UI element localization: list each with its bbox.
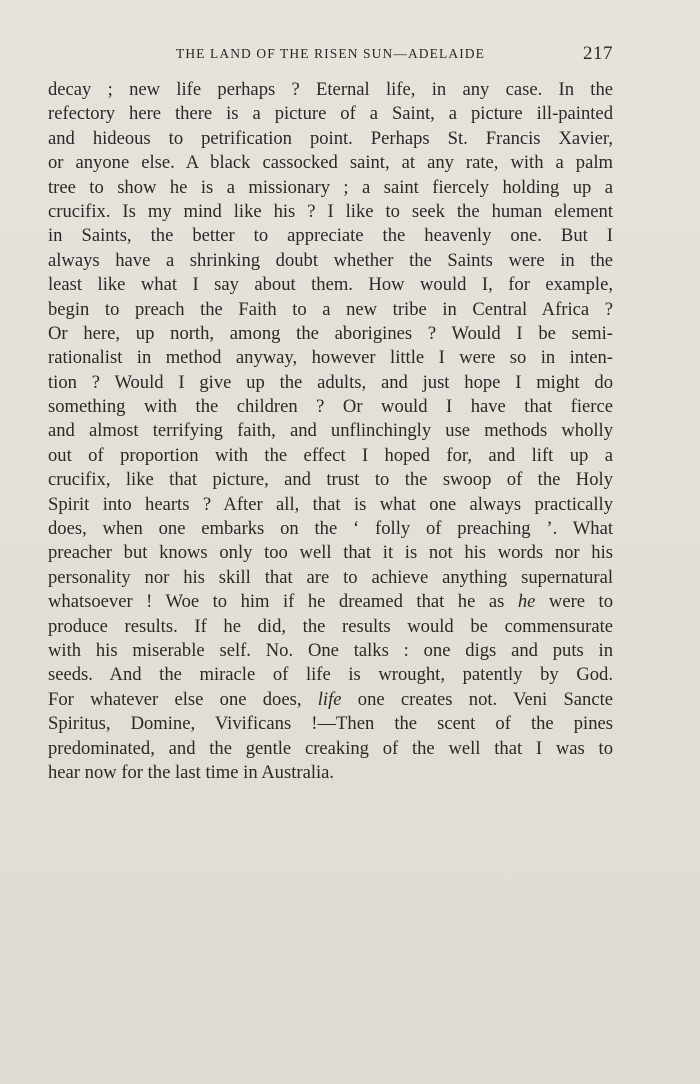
- text-line: refectory here there is a picture of a Saint, a picture ill-painted: [48, 103, 613, 125]
- text-line: always have a shrinking doubt whether the Saints were in the: [48, 249, 613, 271]
- text-line: Or here, up north, among the aborigines ? Would I be semi-: [48, 322, 613, 344]
- running-head: [48, 43, 613, 68]
- page-number: 217: [583, 43, 613, 64]
- line-text: whatsoever ! Woe to him if he dreamed that he as: [48, 591, 505, 613]
- text-line: does, when one embarks on the ‘ folly of preaching ’. What: [48, 518, 613, 540]
- running-title: THE LAND OF THE RISEN SUN—ADELAIDE: [175, 46, 485, 61]
- text-line: preacher but knows only too well that it is not his words nor his: [48, 542, 613, 564]
- text-line-with-emphasis: [48, 688, 613, 712]
- text-line: in Saints, the better to appreciate the heavenly one. But I: [48, 225, 613, 247]
- text-line: with his miserable self. No. One talks : one digs and puts in: [48, 639, 613, 661]
- text-line: and hideous to petrification point. Perhaps St. Francis Xavier,: [48, 127, 613, 149]
- line-text: one creates not. Veni Sancte: [357, 688, 614, 710]
- text-line: and almost terrifying faith, and unflinchingly use methods wholly: [48, 420, 613, 442]
- text-line: Spirit into hearts ? After all, that is what one always practically: [48, 493, 613, 515]
- text-line: tree to show he is a missionary ; a saint fiercely holding up a: [48, 176, 613, 198]
- text-line: predominated, and the gentle creaking of the well that I was to: [48, 737, 613, 759]
- text-line: rationalist in method anyway, however little I were so in inten-: [48, 347, 613, 369]
- italic-word: life: [317, 688, 342, 710]
- text-line: out of proportion with the effect I hoped for, and lift up a: [48, 444, 613, 466]
- italic-word: he: [517, 591, 536, 613]
- text-line-with-emphasis: [48, 590, 613, 614]
- text-line: tion ? Would I give up the adults, and just hope I might do: [48, 371, 613, 393]
- text-line: hear now for the last time in Australia.: [48, 761, 335, 783]
- text-line: produce results. If he did, the results would be commensurate: [48, 615, 613, 637]
- text-line: begin to preach the Faith to a new tribe in Central Africa ?: [48, 298, 613, 320]
- line-text: For whatever else one does,: [48, 688, 302, 710]
- text-line: Spiritus, Domine, Vivificans !—Then the scent of the pines: [48, 713, 613, 735]
- body-text: [48, 78, 613, 785]
- text-line: something with the children ? Or would I have that fierce: [48, 396, 613, 418]
- text-line: least like what I say about them. How would I, for example,: [48, 274, 613, 296]
- text-line: decay ; new life perhaps ? Eternal life, in any case. In the: [48, 79, 613, 100]
- line-text: were to: [548, 591, 613, 613]
- text-line: or anyone else. A black cassocked saint, at any rate, with a palm: [48, 152, 613, 174]
- text-line: seeds. And the miracle of life is wrought, patently by God.: [48, 664, 613, 686]
- text-line: crucifix, like that picture, and trust to the swoop of the Holy: [48, 469, 613, 491]
- text-line: crucifix. Is my mind like his ? I like to seek the human element: [48, 200, 613, 222]
- text-line: personality nor his skill that are to achieve anything supernatural: [48, 566, 613, 588]
